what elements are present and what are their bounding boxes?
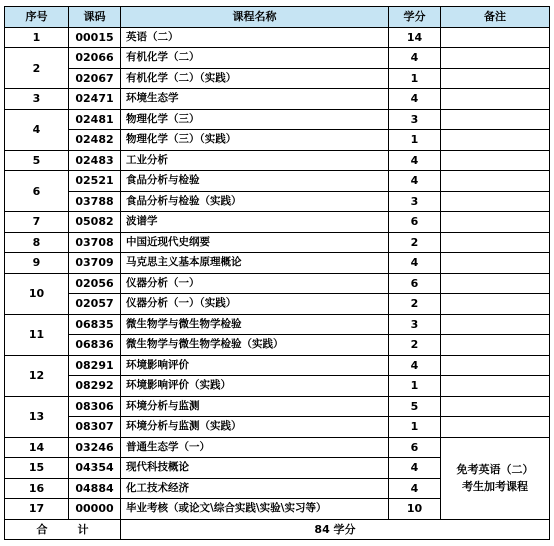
row-note [441, 232, 550, 253]
table-row [5, 335, 550, 356]
header-code: 课码 [69, 7, 121, 28]
row-index: 7 [5, 212, 69, 233]
exemption-note [441, 437, 550, 519]
row-index: 12 [5, 355, 69, 396]
row-note [441, 417, 550, 438]
table-row [5, 27, 550, 48]
row-note [441, 48, 550, 69]
note-line-1: 免考英语（二） [456, 463, 534, 476]
row-name: 环境影响评价 [121, 355, 389, 376]
row-name: 英语（二） [121, 27, 389, 48]
row-code: 02067 [69, 68, 121, 89]
row-index: 15 [5, 458, 69, 479]
row-note [441, 355, 550, 376]
row-code: 08307 [69, 417, 121, 438]
row-index: 3 [5, 89, 69, 110]
row-name: 现代科技概论 [121, 458, 389, 479]
row-name: 有机化学（二）（实践） [121, 68, 389, 89]
total-label-a: 合 [36, 522, 48, 536]
header-row [5, 7, 550, 28]
row-code: 06835 [69, 314, 121, 335]
row-index: 4 [5, 109, 69, 150]
table-row [5, 191, 550, 212]
table-row [5, 314, 550, 335]
row-credit: 6 [389, 273, 441, 294]
row-credit: 6 [389, 212, 441, 233]
table-row [5, 376, 550, 397]
table-row [5, 48, 550, 69]
total-label-b: 计 [77, 522, 89, 536]
row-credit: 3 [389, 314, 441, 335]
row-note [441, 212, 550, 233]
row-index: 16 [5, 478, 69, 499]
row-note [441, 253, 550, 274]
row-code: 02066 [69, 48, 121, 69]
row-credit: 4 [389, 458, 441, 479]
row-credit: 1 [389, 376, 441, 397]
row-code: 08306 [69, 396, 121, 417]
table-row [5, 437, 550, 458]
row-note [441, 294, 550, 315]
row-index: 8 [5, 232, 69, 253]
table-row [5, 68, 550, 89]
row-credit: 4 [389, 171, 441, 192]
row-name: 有机化学（二） [121, 48, 389, 69]
row-credit: 10 [389, 499, 441, 520]
note-line-2: 考生加考课程 [462, 480, 528, 493]
table-row [5, 417, 550, 438]
row-code: 02056 [69, 273, 121, 294]
course-table-wrapper [4, 6, 550, 540]
row-credit: 4 [389, 478, 441, 499]
row-code: 08291 [69, 355, 121, 376]
row-index: 11 [5, 314, 69, 355]
row-code: 05082 [69, 212, 121, 233]
row-note [441, 27, 550, 48]
row-credit: 4 [389, 253, 441, 274]
row-credit: 1 [389, 68, 441, 89]
row-credit: 3 [389, 109, 441, 130]
table-row [5, 212, 550, 233]
row-code: 02521 [69, 171, 121, 192]
row-name: 普通生态学（一） [121, 437, 389, 458]
table-row [5, 130, 550, 151]
row-index: 5 [5, 150, 69, 171]
row-index: 13 [5, 396, 69, 437]
row-note [441, 130, 550, 151]
row-note [441, 68, 550, 89]
row-note [441, 314, 550, 335]
row-credit: 2 [389, 335, 441, 356]
row-credit: 14 [389, 27, 441, 48]
row-note [441, 150, 550, 171]
table-row [5, 396, 550, 417]
row-name: 环境分析与监测 [121, 396, 389, 417]
row-note [441, 335, 550, 356]
table-row [5, 232, 550, 253]
row-credit: 2 [389, 294, 441, 315]
row-code: 03709 [69, 253, 121, 274]
row-name: 中国近现代史纲要 [121, 232, 389, 253]
row-credit: 4 [389, 48, 441, 69]
table-row [5, 294, 550, 315]
table-row [5, 89, 550, 110]
total-credits: 84 学分 [121, 519, 550, 540]
row-code: 02483 [69, 150, 121, 171]
row-code: 08292 [69, 376, 121, 397]
row-name: 仪器分析（一） [121, 273, 389, 294]
table-row [5, 150, 550, 171]
row-code: 02482 [69, 130, 121, 151]
header-index: 序号 [5, 7, 69, 28]
row-code: 03788 [69, 191, 121, 212]
row-code: 00000 [69, 499, 121, 520]
row-code: 04884 [69, 478, 121, 499]
row-name: 马克思主义基本原理概论 [121, 253, 389, 274]
row-name: 毕业考核（或论文\综合实践\实验\实习等） [121, 499, 389, 520]
row-credit: 4 [389, 89, 441, 110]
row-name: 环境生态学 [121, 89, 389, 110]
row-credit: 1 [389, 417, 441, 438]
row-code: 04354 [69, 458, 121, 479]
row-name: 波谱学 [121, 212, 389, 233]
row-note [441, 89, 550, 110]
row-name: 化工技术经济 [121, 478, 389, 499]
course-table [4, 6, 550, 540]
row-code: 03708 [69, 232, 121, 253]
table-row [5, 171, 550, 192]
row-credit: 6 [389, 437, 441, 458]
row-index: 2 [5, 48, 69, 89]
total-label [5, 519, 121, 540]
row-code: 03246 [69, 437, 121, 458]
row-name: 物理化学（三） [121, 109, 389, 130]
table-row [5, 355, 550, 376]
row-name: 微生物学与微生物学检验（实践） [121, 335, 389, 356]
row-index: 17 [5, 499, 69, 520]
row-note [441, 191, 550, 212]
row-credit: 4 [389, 355, 441, 376]
row-name: 食品分析与检验 [121, 171, 389, 192]
row-code: 00015 [69, 27, 121, 48]
row-name: 物理化学（三）（实践） [121, 130, 389, 151]
row-index: 1 [5, 27, 69, 48]
row-note [441, 109, 550, 130]
row-code: 02481 [69, 109, 121, 130]
row-credit: 3 [389, 191, 441, 212]
row-credit: 1 [389, 130, 441, 151]
row-code: 06836 [69, 335, 121, 356]
row-note [441, 376, 550, 397]
row-index: 9 [5, 253, 69, 274]
row-name: 环境影响评价（实践） [121, 376, 389, 397]
row-code: 02057 [69, 294, 121, 315]
row-code: 02471 [69, 89, 121, 110]
row-index: 6 [5, 171, 69, 212]
row-name: 微生物学与微生物学检验 [121, 314, 389, 335]
table-row [5, 109, 550, 130]
row-name: 食品分析与检验（实践） [121, 191, 389, 212]
row-note [441, 171, 550, 192]
row-index: 14 [5, 437, 69, 458]
row-name: 仪器分析（一）（实践） [121, 294, 389, 315]
header-note: 备注 [441, 7, 550, 28]
header-name: 课程名称 [121, 7, 389, 28]
row-name: 环境分析与监测（实践） [121, 417, 389, 438]
row-note [441, 273, 550, 294]
row-note [441, 396, 550, 417]
row-credit: 2 [389, 232, 441, 253]
row-name: 工业分析 [121, 150, 389, 171]
row-index: 10 [5, 273, 69, 314]
table-row [5, 273, 550, 294]
total-row [5, 519, 550, 540]
table-row [5, 253, 550, 274]
row-credit: 4 [389, 150, 441, 171]
header-credit: 学分 [389, 7, 441, 28]
row-credit: 5 [389, 396, 441, 417]
